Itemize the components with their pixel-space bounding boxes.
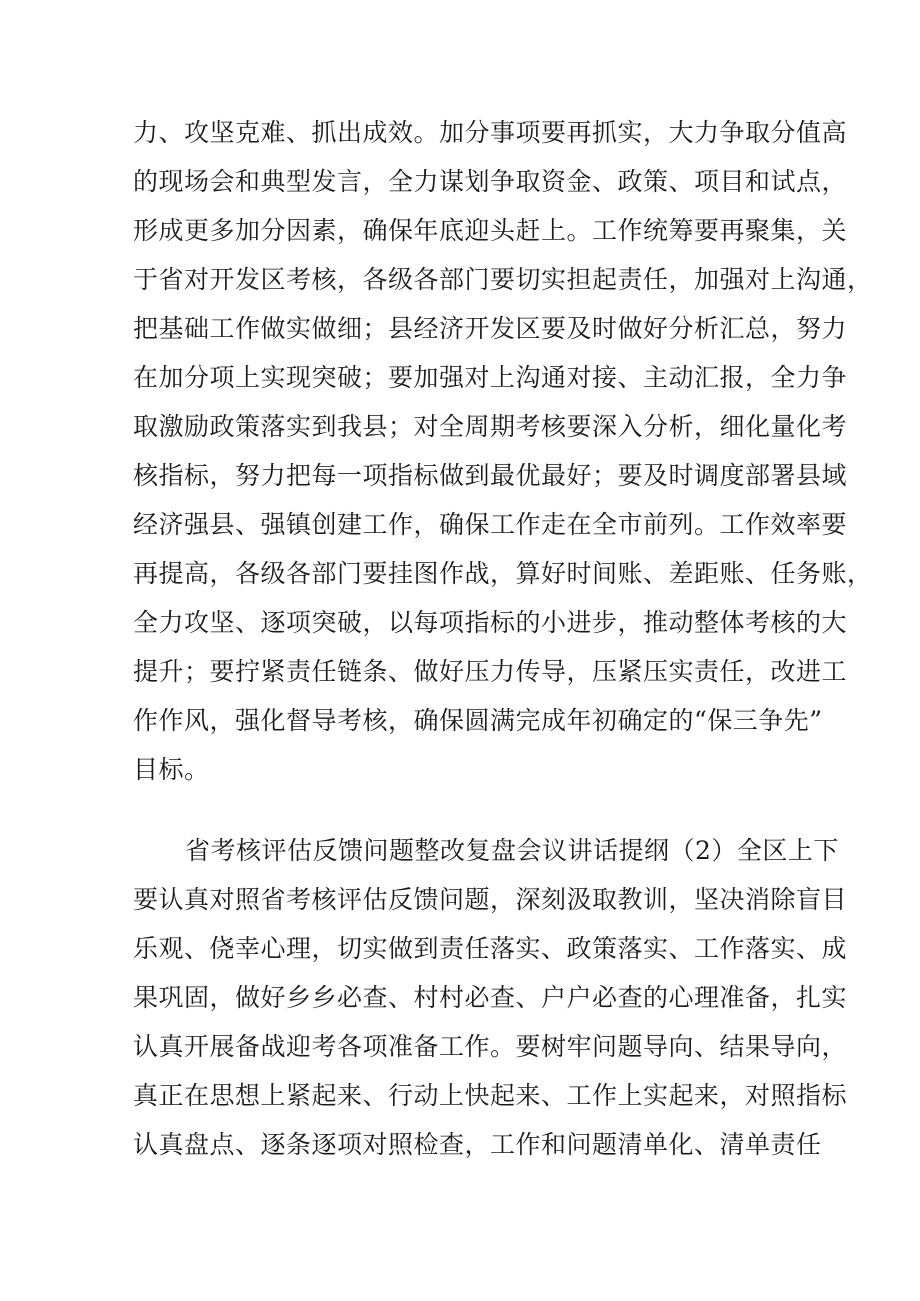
text-line: 提升；要拧紧责任链条、做好压力传导，压紧压实责任，改进工 bbox=[133, 657, 848, 686]
text-line: 在加分项上实现突破；要加强对上沟通对接、主动汇报，全力争 bbox=[133, 363, 848, 392]
text-line: 力、攻坚克难、抓出成效。加分事项要再抓实，大力争取分值高 bbox=[133, 118, 848, 147]
text-line: 认真盘点、逐条逐项对照检查，工作和问题清单化、清单责任 bbox=[133, 1130, 822, 1159]
text-line: 作作风，强化督导考核，确保圆满完成年初确定的“保三争先” bbox=[133, 706, 823, 735]
text-line: 取激励政策落实到我县；对全周期考核要深入分析，细化量化考 bbox=[133, 412, 848, 441]
text-line: 形成更多加分因素，确保年底迎头赶上。工作统筹要再聚集，关 bbox=[133, 216, 848, 245]
text-line: 核指标，努力把每一项指标做到最优最好；要及时调度部署县域 bbox=[133, 461, 848, 490]
paragraph-2 bbox=[133, 826, 848, 1169]
text-line: 于省对开发区考核，各级各部门要切实担起责任，加强对上沟通， bbox=[133, 265, 873, 294]
text-line: 的现场会和典型发言，全力谋划争取资金、政策、项目和试点， bbox=[133, 167, 848, 196]
text-line: 把基础工作做实做细；县经济开发区要及时做好分析汇总，努力 bbox=[133, 314, 848, 343]
text-line: 目标。 bbox=[133, 755, 210, 784]
text-line: 全力攻坚、逐项突破，以每项指标的小进步，推动整体考核的大 bbox=[133, 608, 848, 637]
text-line: 经济强县、强镇创建工作，确保工作走在全市前列。工作效率要 bbox=[133, 510, 848, 539]
text-line-first: 省考核评估反馈问题整改复盘会议讲话提纲（2）全区上下 bbox=[185, 836, 839, 865]
text-line: 果巩固，做好乡乡必查、村村必查、户户必查的心理准备，扎实 bbox=[133, 983, 848, 1012]
text-line: 要认真对照省考核评估反馈问题，深刻汲取教训，坚决消除盲目 bbox=[133, 885, 848, 914]
paragraph-1 bbox=[133, 108, 873, 794]
text-line: 认真开展备战迎考各项准备工作。要树牢问题导向、结果导向， bbox=[133, 1032, 848, 1061]
text-line: 乐观、侥幸心理，切实做到责任落实、政策落实、工作落实、成 bbox=[133, 934, 848, 963]
text-line: 真正在思想上紧起来、行动上快起来、工作上实起来，对照指标 bbox=[133, 1081, 848, 1110]
text-line: 再提高，各级各部门要挂图作战，算好时间账、差距账、任务账， bbox=[133, 559, 873, 588]
